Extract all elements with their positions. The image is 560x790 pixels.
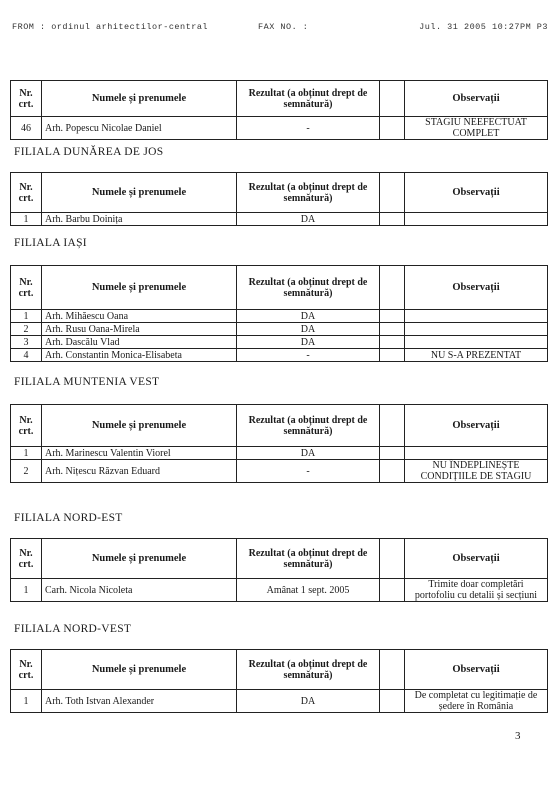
row-name: Arh. Barbu Doinița xyxy=(42,213,237,226)
row-nr: 1 xyxy=(11,447,42,460)
header-name: Numele și prenumele xyxy=(42,650,237,690)
row-observation xyxy=(405,213,548,226)
row-result: DA xyxy=(237,336,380,349)
row-name: Arh. Toth Istvan Alexander xyxy=(42,690,237,713)
table-row xyxy=(11,213,548,226)
header-nr: Nr. crt. xyxy=(11,266,42,310)
header-nr: Nr. crt. xyxy=(11,81,42,117)
results-table xyxy=(10,649,548,713)
row-result: DA xyxy=(237,213,380,226)
header-observations: Observații xyxy=(405,173,548,213)
table-row xyxy=(11,579,548,602)
table-header-row xyxy=(11,650,548,690)
row-result: DA xyxy=(237,447,380,460)
section-title: FILIALA DUNĂREA DE JOS xyxy=(14,146,164,158)
row-blank xyxy=(380,690,405,713)
results-table xyxy=(10,172,548,226)
row-nr: 4 xyxy=(11,349,42,362)
header-nr: Nr. crt. xyxy=(11,173,42,213)
row-blank xyxy=(380,579,405,602)
row-observation xyxy=(405,447,548,460)
row-name: Arh. Popescu Nicolae Daniel xyxy=(42,117,237,140)
row-nr: 1 xyxy=(11,213,42,226)
header-blank xyxy=(380,405,405,447)
header-result: Rezultat (a obținut drept de semnătură) xyxy=(237,266,380,310)
row-observation: Trimite doar completări portofoliu cu detalii și secțiuni xyxy=(405,579,548,602)
row-observation xyxy=(405,323,548,336)
table-header-row xyxy=(11,266,548,310)
results-table xyxy=(10,80,548,140)
row-nr: 3 xyxy=(11,336,42,349)
row-nr: 2 xyxy=(11,323,42,336)
header-result: Rezultat (a obținut drept de semnătură) xyxy=(237,405,380,447)
row-nr: 1 xyxy=(11,690,42,713)
row-nr: 46 xyxy=(11,117,42,140)
header-result: Rezultat (a obținut drept de semnătură) xyxy=(237,650,380,690)
row-name: Carh. Nicola Nicoleta xyxy=(42,579,237,602)
row-name: Arh. Dascălu Vlad xyxy=(42,336,237,349)
page-number: 3 xyxy=(515,730,521,742)
header-name: Numele și prenumele xyxy=(42,173,237,213)
header-name: Numele și prenumele xyxy=(42,266,237,310)
row-blank xyxy=(380,213,405,226)
table-row xyxy=(11,310,548,323)
table-row xyxy=(11,323,548,336)
row-result: - xyxy=(237,349,380,362)
fax-date: Jul. 31 2005 10:27PM P3 xyxy=(419,22,548,32)
section-title: FILIALA NORD-VEST xyxy=(14,623,132,635)
header-nr: Nr. crt. xyxy=(11,539,42,579)
table-header-row xyxy=(11,539,548,579)
table-row xyxy=(11,336,548,349)
header-result: Rezultat (a obținut drept de semnătură) xyxy=(237,81,380,117)
header-nr: Nr. crt. xyxy=(11,405,42,447)
row-name: Arh. Constantin Monica-Elisabeta xyxy=(42,349,237,362)
header-result: Rezultat (a obținut drept de semnătură) xyxy=(237,173,380,213)
section-title: FILIALA IAȘI xyxy=(14,237,87,249)
row-observation xyxy=(405,310,548,323)
table-row xyxy=(11,460,548,483)
row-result: - xyxy=(237,117,380,140)
header-observations: Observații xyxy=(405,81,548,117)
row-name: Arh. Mihăescu Oana xyxy=(42,310,237,323)
table-row xyxy=(11,690,548,713)
row-result: DA xyxy=(237,690,380,713)
header-name: Numele și prenumele xyxy=(42,405,237,447)
table-row xyxy=(11,117,548,140)
results-table xyxy=(10,538,548,602)
row-blank xyxy=(380,117,405,140)
fax-number: FAX NO. : xyxy=(258,22,309,32)
section-title: FILIALA NORD-EST xyxy=(14,512,123,524)
header-observations: Observații xyxy=(405,539,548,579)
header-blank xyxy=(380,650,405,690)
row-blank xyxy=(380,310,405,323)
row-name: Arh. Marinescu Valentin Viorel xyxy=(42,447,237,460)
row-name: Arh. Nițescu Răzvan Eduard xyxy=(42,460,237,483)
table-row xyxy=(11,447,548,460)
header-blank xyxy=(380,81,405,117)
header-result: Rezultat (a obținut drept de semnătură) xyxy=(237,539,380,579)
header-observations: Observații xyxy=(405,650,548,690)
row-result: DA xyxy=(237,323,380,336)
header-name: Numele și prenumele xyxy=(42,81,237,117)
table-header-row xyxy=(11,81,548,117)
row-blank xyxy=(380,447,405,460)
header-nr: Nr. crt. xyxy=(11,650,42,690)
row-nr: 1 xyxy=(11,310,42,323)
row-result: - xyxy=(237,460,380,483)
results-table xyxy=(10,404,548,483)
section-title: FILIALA MUNTENIA VEST xyxy=(14,376,160,388)
header-blank xyxy=(380,539,405,579)
table-row xyxy=(11,349,548,362)
table-header-row xyxy=(11,405,548,447)
row-name: Arh. Rusu Oana-Mirela xyxy=(42,323,237,336)
row-observation: De completat cu legitimație de ședere în România xyxy=(405,690,548,713)
row-nr: 2 xyxy=(11,460,42,483)
table-header-row xyxy=(11,173,548,213)
row-blank xyxy=(380,349,405,362)
results-table xyxy=(10,265,548,362)
row-observation xyxy=(405,336,548,349)
row-result: Amânat 1 sept. 2005 xyxy=(237,579,380,602)
row-blank xyxy=(380,323,405,336)
header-observations: Observații xyxy=(405,266,548,310)
row-observation: NU S-A PREZENTAT xyxy=(405,349,548,362)
header-name: Numele și prenumele xyxy=(42,539,237,579)
row-blank xyxy=(380,336,405,349)
header-blank xyxy=(380,266,405,310)
row-nr: 1 xyxy=(11,579,42,602)
row-observation: STAGIU NEEFECTUAT COMPLET xyxy=(405,117,548,140)
row-result: DA xyxy=(237,310,380,323)
fax-from: FROM : ordinul arhitectilor-central xyxy=(12,22,209,32)
row-blank xyxy=(380,460,405,483)
header-blank xyxy=(380,173,405,213)
row-observation: NU ÎNDEPLINEȘTE CONDIȚIILE DE STAGIU xyxy=(405,460,548,483)
header-observations: Observații xyxy=(405,405,548,447)
